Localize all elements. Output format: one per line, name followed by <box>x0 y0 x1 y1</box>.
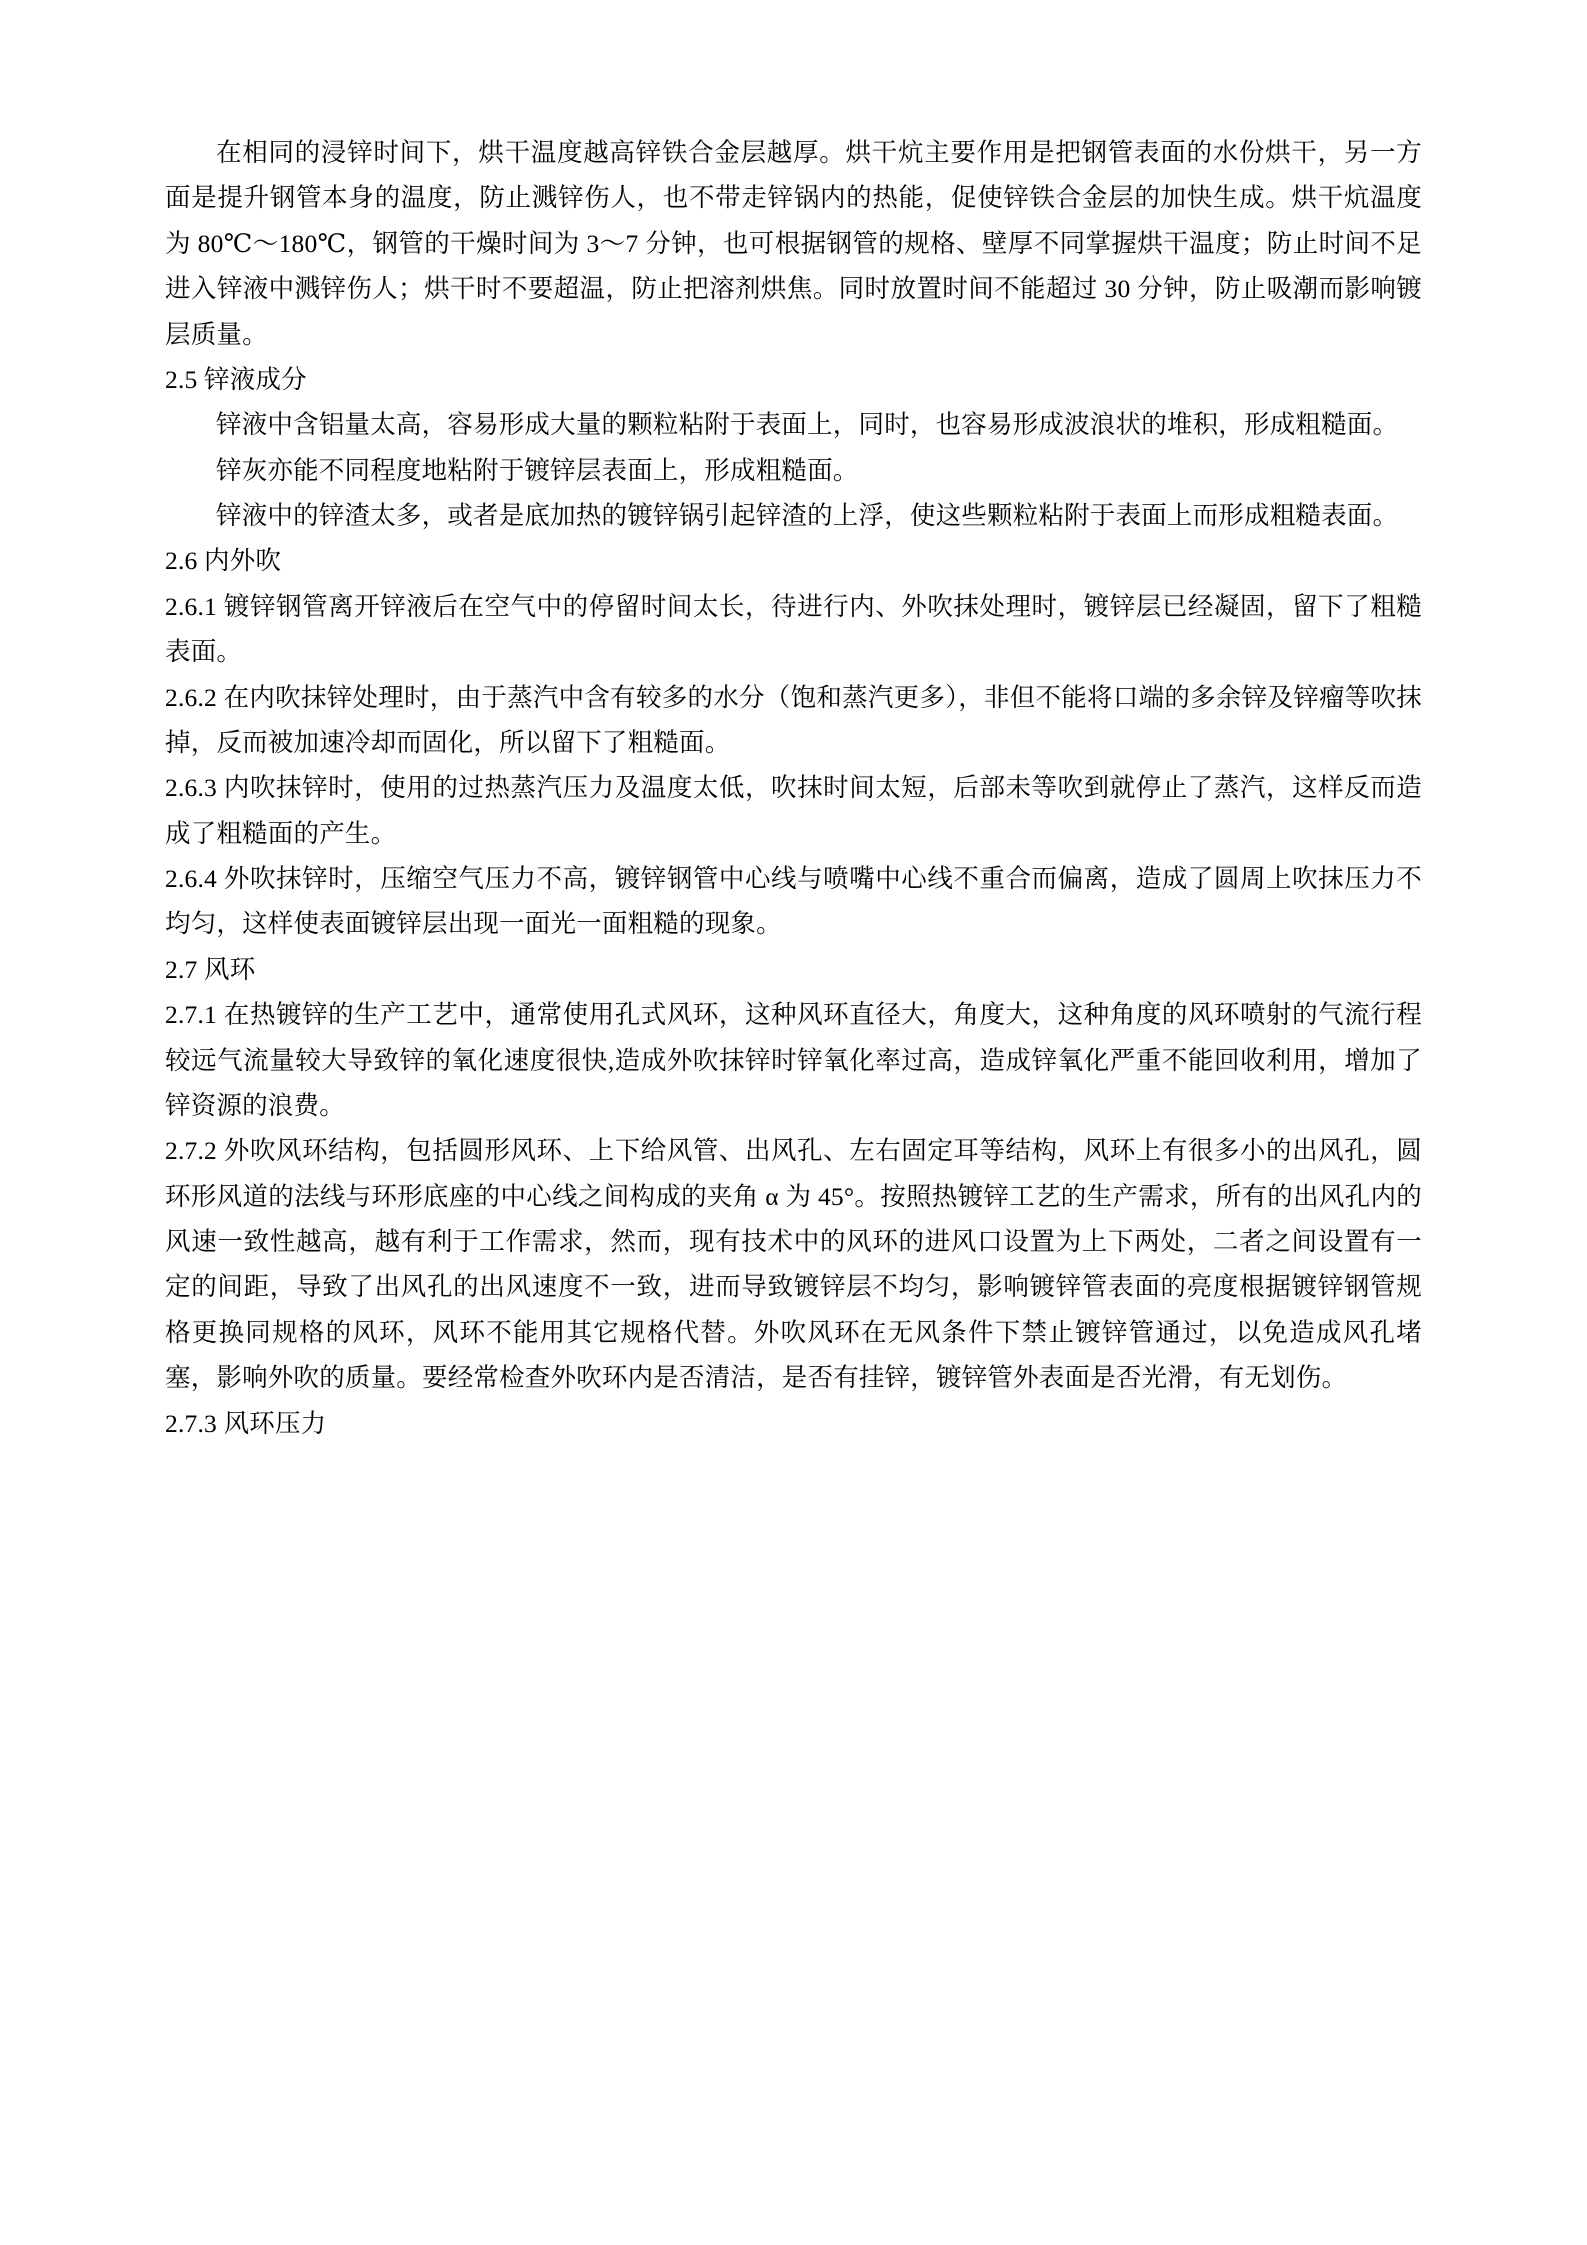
paragraph-2-6-1: 2.6.1 镀锌钢管离开锌液后在空气中的停留时间太长，待进行内、外吹抹处理时，镀锌层已经凝固，留下了粗糙表面。 <box>165 591 1422 667</box>
paragraph-zinc-ash: 锌灰亦能不同程度地粘附于镀锌层表面上，形成粗糙面。 <box>216 455 859 485</box>
paragraph-zinc-aluminum: 锌液中含铝量太高，容易形成大量的颗粒粘附于表面上，同时，也容易形成波浪状的堆积，形成粗糙面。 <box>216 410 1399 440</box>
heading-2-7-3: 2.7.3 风环压力 <box>165 1408 327 1438</box>
paragraph-zinc-dross: 锌液中的锌渣太多，或者是底加热的镀锌锅引起锌渣的上浮，使这些颗粒粘附于表面上而形成粗糙表面。 <box>216 501 1399 530</box>
paragraph-2-6-3: 2.6.3 内吹抹锌时，使用的过热蒸汽压力及温度太低，吹抹时间太短，后部未等吹到就停止了蒸汽，这样反而造成了粗糙面的产生。 <box>165 773 1422 848</box>
document-body <box>165 130 1422 1446</box>
heading-2-6: 2.6 内外吹 <box>165 546 282 576</box>
paragraph-2-6-2: 2.6.2 在内吹抹锌处理时，由于蒸汽中含有较多的水分（饱和蒸汽更多），非但不能将口端的多余锌及锌瘤等吹抹掉，反而被加速冷却而固化，所以留下了粗糙面。 <box>165 682 1422 757</box>
heading-2-5: 2.5 锌液成分 <box>165 364 307 394</box>
paragraph-2-7-2: 2.7.2 外吹风环结构，包括圆形风环、上下给风管、出风孔、左右固定耳等结构，风环上有很多小的出风孔，圆环形风道的法线与环形底座的中心线之间构成的夹角 α 为 45°。按照热镀锌工艺的生产需求，所有的出风孔内的风速一致性越高，越有利于工作需求，然而，现有技术中的风环的进风口设置为上下两处，二者之间设置有一定的间距，导致了出风孔的出风速度不一致，进而导致镀锌层不均匀，影响镀锌管表面的亮度根据镀锌钢管规格更换同规格的风环，风环不能用其它规格代替。外吹风环在无风条件下禁止镀锌管通过，以免造成风孔堵塞，影响外吹的质量。要经常检查外吹环内是否清洁，是否有挂锌，镀锌管外表面是否光滑，有无划伤。 <box>165 1136 1422 1393</box>
paragraph-intro: 在相同的浸锌时间下，烘干温度越高锌铁合金层越厚。烘干炕主要作用是把钢管表面的水份烘干，另一方面是提升钢管本身的温度，防止溅锌伤人，也不带走锌锅内的热能，促使锌铁合金层的加快生成。烘干炕温度为 80℃～180℃，钢管的干燥时间为 3～7 分钟，也可根据钢管的规格、壁厚不同掌握烘干温度；防止时间不足进入锌液中溅锌伤人；烘干时不要超温，防止把溶剂烘焦。同时放置时间不能超过 30 分钟，防止吸潮而影响镀层质量。 <box>165 138 1422 349</box>
heading-2-7: 2.7 风环 <box>165 954 256 984</box>
paragraph-2-6-4: 2.6.4 外吹抹锌时，压缩空气压力不高，镀锌钢管中心线与喷嘴中心线不重合而偏离，造成了圆周上吹抹压力不均匀，这样使表面镀锌层出现一面光一面粗糙的现象。 <box>165 864 1422 939</box>
paragraph-2-7-1: 2.7.1 在热镀锌的生产工艺中，通常使用孔式风环，这种风环直径大，角度大，这种角度的风环喷射的气流行程较远气流量较大导致锌的氧化速度很快,造成外吹抹锌时锌氧化率过高，造成锌氧化严重不能回收利用，增加了锌资源的浪费。 <box>165 1000 1422 1120</box>
